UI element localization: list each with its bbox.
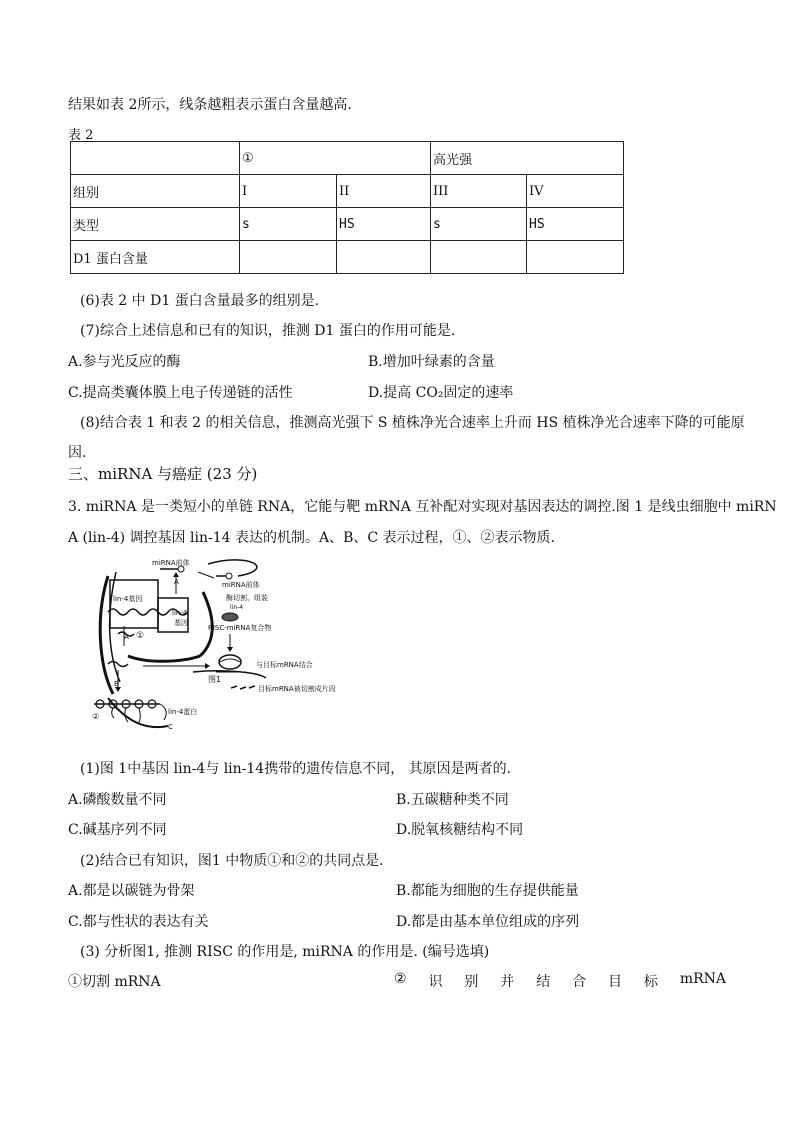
table-cell: [71, 142, 240, 175]
table-cell: 组别: [71, 175, 240, 208]
arrow-to-precursor: [198, 572, 214, 578]
table-cell: HS: [527, 208, 624, 241]
question-3-2: (2)结合已有知识，图1 中物质①和②的共同点是.: [80, 853, 384, 869]
q3-1-option-b: B.五碳糖种类不同: [396, 792, 509, 808]
process-c-label: C: [168, 723, 173, 731]
q3-2-option-b: B.都能为细胞的生存提供能量: [396, 883, 579, 899]
option-2-char: 目: [608, 974, 622, 990]
q3-1-option-a: A.磷酸数量不同: [68, 792, 167, 808]
q7-option-b: B.增加叶绿素的含量: [368, 354, 495, 370]
question-3-line1: 3. miRNA 是一类短小的单链 RNA，它能与靶 mRNA 互补配对实现对基因表达的调控.图 1 是线虫细胞中 miRN: [68, 499, 777, 515]
section-3-heading: 三、miRNA 与癌症 (23 分): [68, 465, 258, 483]
nuclear-membrane-bottom: [128, 656, 200, 661]
q3-2-option-c: C.都与性状的表达有关: [68, 914, 209, 930]
table-cell: III: [431, 175, 527, 208]
table-cell: s: [431, 208, 527, 241]
intro-text: 结果如表 2所示，线条越粗表示蛋白含量越高.: [68, 97, 352, 113]
arrowhead: [173, 572, 179, 577]
nuclear-membrane-left: [110, 572, 120, 682]
material-2-label: ②: [92, 712, 100, 721]
table-cell: D1 蛋白含量: [71, 241, 240, 274]
material-1-label: ①: [136, 631, 145, 641]
risc-complex-label: RISC-miRNA复合物: [208, 624, 272, 632]
table-2: [70, 141, 624, 274]
table-cell: [337, 241, 431, 274]
option-2-char: 识: [428, 974, 443, 990]
table-cell: II: [337, 175, 431, 208]
table-cell: 类型: [71, 208, 240, 241]
cut-fragments: [231, 686, 255, 689]
table-row: [71, 208, 624, 241]
option-2-char: mRNA: [679, 971, 726, 987]
table-cell: [431, 241, 527, 274]
mirna-precursor-top-label: miRNA前体: [152, 559, 190, 567]
lin4-gene-right-label-2: 基因: [174, 619, 188, 627]
lin4-small-label: lin-4: [230, 604, 244, 611]
table-row: [71, 175, 624, 208]
table-cell: ①: [240, 142, 431, 175]
q3-2-option-d: D.都是由基本单位组成的序列: [396, 914, 580, 930]
q7-option-c: C.提高类囊体膜上电子传递链的活性: [68, 385, 293, 401]
figure-label: 图1: [208, 675, 222, 684]
option-2-char: 标: [643, 974, 658, 990]
risc-complex-icon: [222, 613, 238, 621]
question-8-line1: (8)结合表 1 和表 2 的相关信息，推测高光强下 S 植株净光合速率上升而 HS 植株净光合速率下降的可能原: [80, 415, 745, 431]
q3-3-option-2: [394, 971, 726, 991]
lin4-gene-box-left: [110, 580, 158, 628]
question-7: (7)综合上述信息和已有的知识，推测 D1 蛋白的作用可能是.: [80, 323, 456, 339]
q3-3-option-1: ①切割 mRNA: [68, 974, 161, 990]
process-a-top-label: A: [174, 578, 179, 586]
option-2-char: 并: [500, 974, 515, 990]
arrowhead: [227, 647, 233, 652]
option-2-char: ②: [394, 971, 407, 987]
arrowhead: [205, 663, 210, 669]
option-2-char: 别: [464, 974, 479, 990]
mrna-cytoplasm: [108, 662, 128, 667]
question-6: (6)表 2 中 D1 蛋白含量最多的组别是.: [80, 293, 320, 309]
figure-1: [88, 554, 353, 736]
q3-2-option-a: A.都是以碳链为骨架: [68, 883, 195, 899]
q7-option-a: A.参与光反应的酶: [68, 354, 181, 370]
table-cell: [240, 241, 337, 274]
question-3-3: (3) 分析图1, 推测 RISC 的作用是, miRNA 的作用是. (编号选填): [80, 944, 490, 960]
table-cell: HS: [337, 208, 431, 241]
process-a-left-label: A: [124, 633, 129, 641]
table-caption: 表 2: [68, 128, 94, 143]
bind-target-label: 与目标mRNA结合: [256, 661, 313, 669]
mirna-precursor-right-label: miRNA前体: [222, 581, 260, 589]
lin4-gene-right-label-1: lin-4: [172, 609, 188, 617]
table-cell: I: [240, 175, 337, 208]
nuclear-membrane-top: [208, 560, 257, 576]
process-b-label: B: [114, 680, 119, 688]
option-2-char: 合: [572, 974, 587, 990]
q3-1-option-c: C.碱基序列不同: [68, 822, 167, 838]
table-cell: s: [240, 208, 337, 241]
q7-option-d: D.提高 CO₂固定的速率: [368, 385, 514, 401]
table-cell: [527, 241, 624, 274]
table-row: [71, 142, 624, 175]
cell-membrane-left: [100, 576, 113, 694]
question-3-1: (1)图 1中基因 lin-4与 lin-14携带的遗传信息不同， 其原因是两者的.: [80, 761, 512, 777]
lin4-gene-left-label: lin-4基因: [113, 595, 143, 603]
q3-1-option-d: D.脱氧核糖结构不同: [396, 822, 524, 838]
cut-process-label: 酶切割、组装: [226, 594, 268, 602]
ribosome-icon: [219, 655, 241, 669]
ribosome-inner: [220, 659, 240, 662]
arrow-c: [160, 704, 166, 720]
table-cell: IV: [527, 175, 624, 208]
question-3-line2: A (lin-4) 调控基因 lin-14 表达的机制。A、B、C 表示过程，①、②表示物质.: [68, 530, 555, 546]
question-8-line2: 因.: [68, 445, 87, 461]
option-2-char: 结: [536, 974, 551, 990]
table-row: [71, 241, 624, 274]
mirna-precursor-right-loop: [226, 573, 232, 579]
lin4-protein-label: lin-4蛋白: [168, 708, 198, 716]
target-cut-label: 目标mRNA被切割成片段: [258, 685, 336, 693]
table-cell: 高光强: [431, 142, 624, 175]
